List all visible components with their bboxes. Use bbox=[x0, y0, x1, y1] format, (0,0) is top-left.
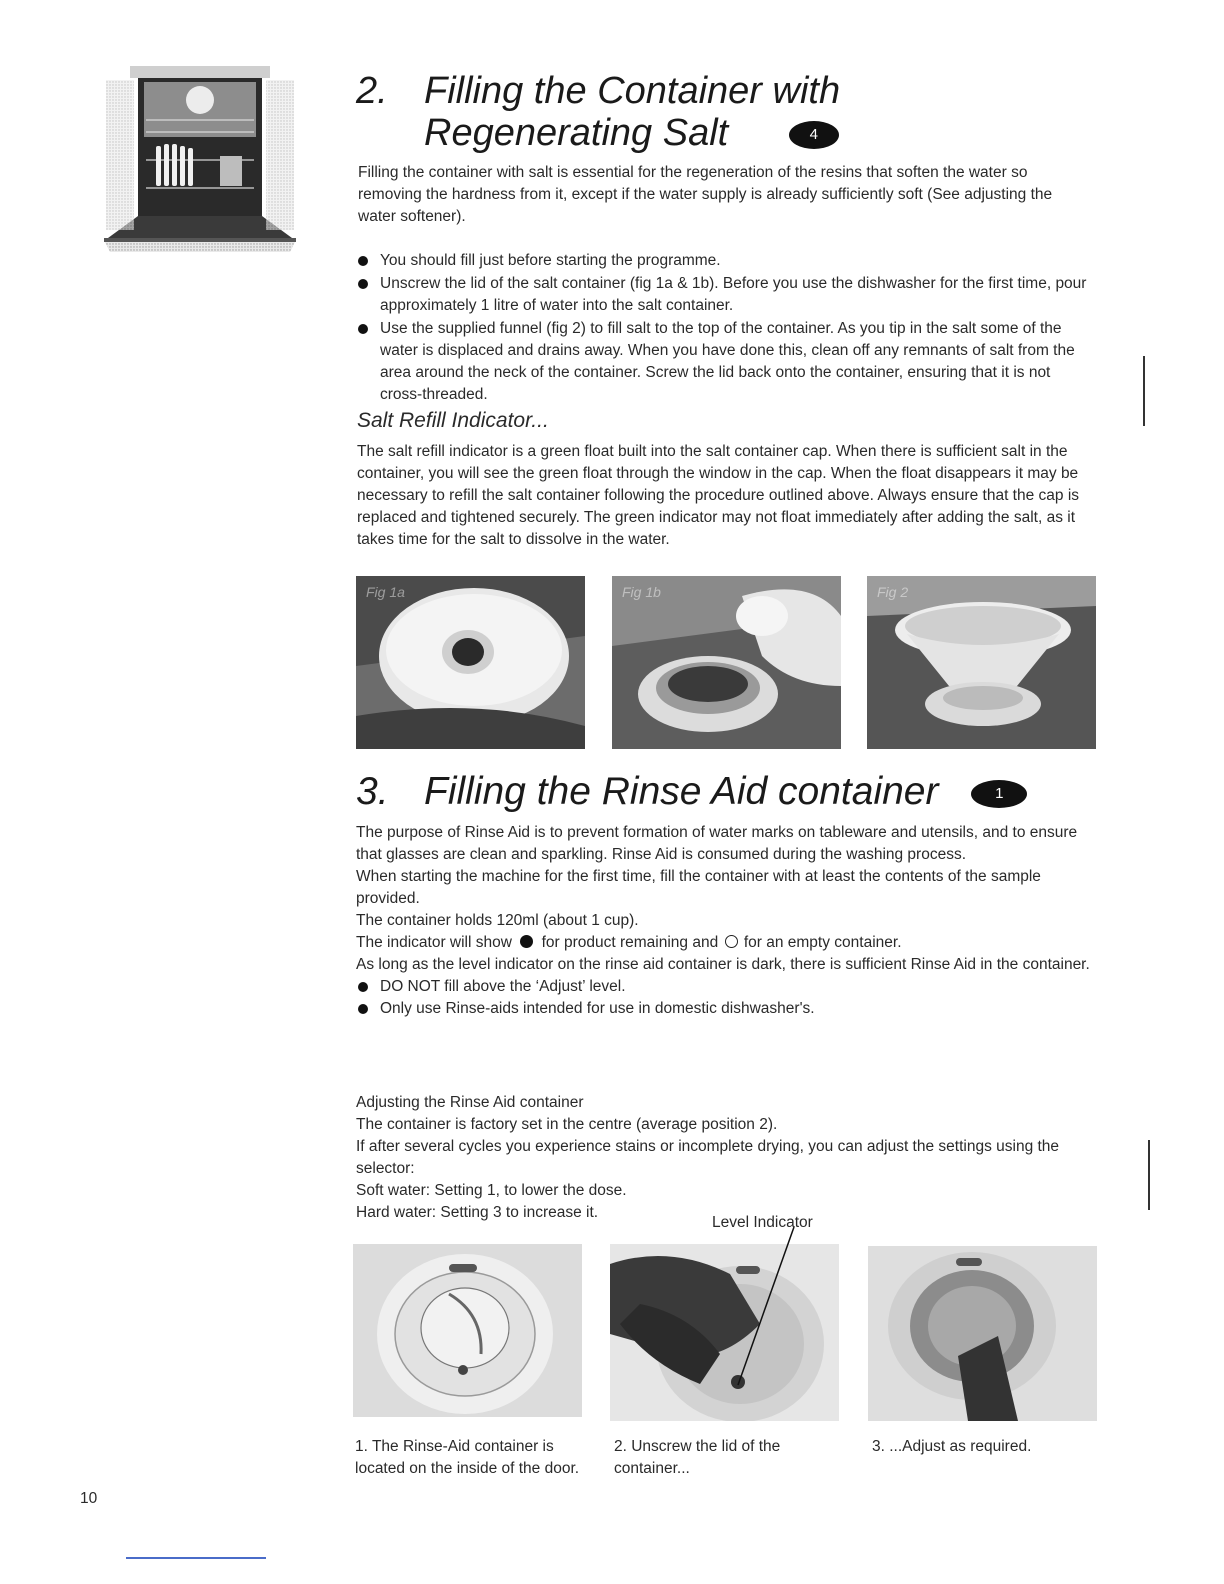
dishwasher-illustration bbox=[100, 60, 300, 265]
bullet-icon bbox=[358, 256, 368, 266]
list-item: Only use Rinse-aids intended for use in domestic dishwasher's. bbox=[356, 998, 1101, 1020]
filled-dot-icon bbox=[520, 935, 533, 948]
list-item: Unscrew the lid of the salt container (fig 1a & 1b). Before you use the dishwasher for the first time, pour approximately 1 litre of water into the salt container. bbox=[356, 273, 1096, 317]
photo-label-fig2: Fig 2 bbox=[877, 584, 909, 600]
photo-adjust-selector bbox=[868, 1246, 1097, 1421]
section2-title-line1: Filling the Container with bbox=[424, 70, 841, 112]
caption-step-1: 1. The Rinse-Aid container is located on the inside of the door. bbox=[355, 1438, 580, 1477]
adjust-line: Hard water: Setting 3 to increase it. bbox=[356, 1204, 599, 1221]
adjust-section bbox=[356, 1092, 1076, 1224]
photo-salt-cap bbox=[356, 576, 585, 749]
photo-unscrew-lid bbox=[610, 1244, 839, 1421]
photo-label-fig1a: Fig 1a bbox=[366, 584, 405, 600]
footer-rule bbox=[126, 1557, 266, 1559]
photo-salt-funnel bbox=[867, 576, 1096, 749]
bullet-icon bbox=[358, 982, 368, 992]
rinse-aid-purpose: The purpose of Rinse Aid is to prevent formation of water marks on tableware and utensils, and to ensure that glasses are clean and sparkling. Rinse Aid is consumed during the washing process. bbox=[356, 824, 1078, 863]
caption-step-2: 2. Unscrew the lid of the container... bbox=[614, 1438, 781, 1477]
bullet-icon bbox=[358, 324, 368, 334]
salt-refill-subheading: Salt Refill Indicator... bbox=[357, 409, 549, 432]
caption-step-3: 3. ...Adjust as required. bbox=[872, 1438, 1032, 1455]
margin-mark bbox=[1148, 1140, 1150, 1210]
level-indicator-label: Level Indicator bbox=[712, 1214, 813, 1231]
photo-salt-neck bbox=[612, 576, 841, 749]
adjust-line: Soft water: Setting 1, to lower the dose. bbox=[356, 1182, 627, 1199]
section3-step-badge: 1 bbox=[971, 780, 1027, 808]
adjust-line: If after several cycles you experience stains or incomplete drying, you can adjust the settings using the selector: bbox=[356, 1138, 1060, 1177]
section3-number: 3. bbox=[356, 770, 389, 813]
section2-number: 2. bbox=[356, 70, 388, 112]
salt-refill-text: The salt refill indicator is a green float built into the salt container cap. When there is sufficient salt in the container, you will see the green float through the window in the cap. When the float disappears it may be necessary to refill the salt container following the procedure outlined above. Always ensure that the cap is replaced and tightened securely. The green indicator may not float immediately after adding the salt, as it takes time for the salt to dissolve in the water. bbox=[357, 443, 1080, 548]
section3-title: Filling the Rinse Aid container bbox=[424, 770, 939, 813]
section3-body bbox=[356, 822, 1101, 1020]
rinse-aid-capacity: The container holds 120ml (about 1 cup). bbox=[356, 912, 639, 929]
rinse-aid-level-note: As long as the level indicator on the rinse aid container is dark, there is sufficient Rinse Aid in the container. bbox=[356, 956, 1090, 973]
empty-circle-icon bbox=[725, 935, 738, 948]
section2-bullet-list bbox=[356, 250, 1096, 406]
section2-heading bbox=[356, 70, 976, 154]
section2-intro: Filling the container with salt is essential for the regeneration of the resins that soften the water so removing the hardness from it, except if the water supply is already sufficiently soft (See adjusting the water softener). bbox=[358, 164, 1053, 225]
rinse-aid-first-time: When starting the machine for the first time, fill the container with at least the contents of the sample provided. bbox=[356, 868, 1041, 907]
page-number: 10 bbox=[80, 1490, 98, 1507]
bullet-icon bbox=[358, 279, 368, 289]
section2-step-badge: 4 bbox=[789, 121, 839, 149]
adjust-line: The container is factory set in the centre (average position 2). bbox=[356, 1116, 778, 1133]
section3-heading bbox=[356, 771, 1116, 813]
adjust-heading: Adjusting the Rinse Aid container bbox=[356, 1094, 584, 1111]
bullet-icon bbox=[358, 1004, 368, 1014]
level-indicator-pointer bbox=[730, 1225, 800, 1395]
rinse-aid-indicator-legend: The indicator will show for product remaining and for an empty container. bbox=[356, 934, 902, 951]
section2-title-line2: Regenerating Salt bbox=[424, 112, 729, 154]
photo-rinse-aid-container bbox=[353, 1244, 582, 1417]
list-item: DO NOT fill above the ‘Adjust’ level. bbox=[356, 976, 1101, 998]
list-item: You should fill just before starting the programme. bbox=[356, 250, 1096, 272]
photo-label-fig1b: Fig 1b bbox=[622, 584, 661, 600]
margin-mark bbox=[1143, 356, 1145, 426]
list-item: Use the supplied funnel (fig 2) to fill salt to the top of the container. As you tip in the salt some of the water is displaced and drains away. When you have done this, clean off any remnants of salt from the area around the neck of the container. Screw the lid back onto the container, ensuring that it is not cross-threaded. bbox=[356, 318, 1096, 406]
